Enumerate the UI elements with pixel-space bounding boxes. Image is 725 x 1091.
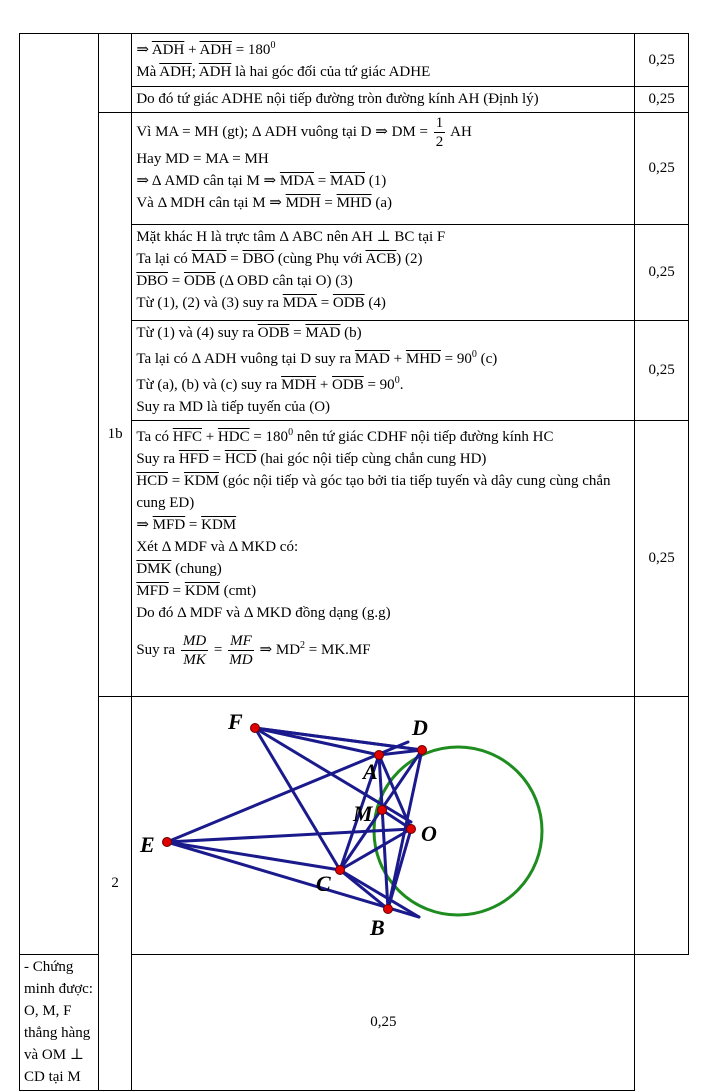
- angle: $\overline{HDC}$: [217, 429, 250, 445]
- angle: $\overline{ODB}$: [183, 273, 216, 289]
- text: ⇒: [136, 42, 152, 58]
- text: =: [185, 517, 202, 533]
- text: = MK.MF: [305, 642, 371, 658]
- angle: $\overline{MFD}$: [136, 583, 169, 599]
- solution-table: [19, 33, 689, 1091]
- text: = 90: [440, 351, 472, 367]
- text: Mặt khác H là trực tâm Δ ABC nên AH ⊥ BC tại F: [136, 229, 446, 245]
- row-4-content: [132, 225, 635, 321]
- geometry-figure: [132, 697, 634, 947]
- line-tangent-b: [340, 870, 419, 917]
- text: = 180: [231, 42, 271, 58]
- angle: $\overline{DBO}$: [242, 251, 275, 267]
- angle: $\overline{ODB}$: [257, 325, 290, 341]
- angle: $\overline{ADH}$: [199, 42, 232, 58]
- point-c: [336, 866, 345, 875]
- label-c: C: [316, 871, 332, 896]
- angle: $\overline{KDM}$: [184, 583, 220, 599]
- text: =: [210, 642, 227, 658]
- text: ⇒ Δ AMD cân tại M ⇒: [136, 173, 280, 189]
- label-o: O: [421, 821, 438, 846]
- text: +: [201, 429, 218, 445]
- degree: 0: [471, 349, 477, 360]
- text: ⇒: [136, 517, 153, 533]
- line-ec: [167, 842, 340, 870]
- score-cell: 0,25: [132, 955, 635, 1091]
- text: =: [289, 325, 306, 341]
- text: ;: [191, 64, 199, 80]
- text: Ta có: [136, 429, 173, 445]
- angle: $\overline{DMK}$: [136, 561, 172, 577]
- fraction: [181, 632, 208, 669]
- fraction: [434, 114, 446, 151]
- text: +: [316, 377, 333, 393]
- text: Suy ra: [136, 642, 179, 658]
- text: =: [168, 583, 185, 599]
- angle: $\overline{HFD}$: [178, 451, 209, 467]
- score-cell-empty: [635, 697, 689, 955]
- text: +: [389, 351, 406, 367]
- text: Từ (a), (b) và (c) suy ra: [136, 377, 282, 393]
- degree: 0: [394, 375, 400, 386]
- text: Suy ra: [136, 451, 179, 467]
- text: =: [316, 295, 333, 311]
- text: Ta lại có Δ ADH vuông tại D suy ra: [136, 351, 355, 367]
- text: (hai góc nội tiếp cùng chắn cung HD): [256, 451, 487, 467]
- label-a: A: [363, 759, 379, 784]
- part-label-1b: 1b: [98, 113, 131, 697]
- text: (c): [476, 351, 498, 367]
- text: (chung): [171, 561, 222, 577]
- text: Suy ra MD là tiếp tuyến của (O): [136, 399, 331, 415]
- score-cell: 0,25: [635, 87, 689, 113]
- label-m: M: [353, 801, 373, 826]
- figure-cell: [132, 697, 635, 955]
- angle: $\overline{MDA}$: [282, 295, 317, 311]
- degree: 0: [288, 427, 294, 438]
- text: (a): [371, 195, 393, 211]
- text: +: [184, 42, 200, 58]
- angle: $\overline{ACB}$: [365, 251, 397, 267]
- text: Hay MD = MA = MH: [136, 151, 269, 167]
- line-ed: [167, 742, 408, 842]
- angle: $\overline{MHD}$: [336, 195, 372, 211]
- point-o: [407, 825, 416, 834]
- text: =: [208, 451, 225, 467]
- angle: $\overline{MAD}$: [354, 351, 390, 367]
- score-cell: 0,25: [635, 113, 689, 225]
- text: Xét Δ MDF và Δ MKD có:: [136, 539, 299, 555]
- text: (góc nội tiếp và góc tạo bởi tia tiếp tuyến và dây cung cùng chắn cung ED): [136, 473, 611, 511]
- fraction: [228, 632, 254, 669]
- angle: $\overline{MFD}$: [152, 517, 186, 533]
- text: là hai góc đối của tứ giác ADHE: [231, 64, 431, 80]
- label-d: D: [412, 715, 429, 740]
- text: =: [168, 473, 184, 489]
- text: Mà: [136, 64, 160, 80]
- text: =: [314, 173, 331, 189]
- angle: $\overline{HCD}$: [224, 451, 257, 467]
- text: =: [320, 195, 337, 211]
- text: AH: [447, 123, 472, 140]
- numerator: 1: [435, 115, 444, 131]
- angle: $\overline{ODB}$: [332, 377, 364, 393]
- label-b: B: [370, 915, 386, 940]
- numerator: MF: [230, 633, 252, 650]
- angle: $\overline{HFC}$: [172, 429, 202, 445]
- text: =: [226, 251, 243, 267]
- text: Và Δ MDH cân tại M ⇒: [136, 195, 286, 211]
- text: Do đó Δ MDF và Δ MKD đồng dạng (g.g): [136, 605, 391, 621]
- denominator: MK: [183, 652, 206, 669]
- text: (b): [340, 325, 362, 341]
- numerator: MD: [182, 633, 207, 650]
- score-cell: 0,25: [635, 225, 689, 321]
- text: (4): [364, 295, 386, 311]
- angle: $\overline{HCD}$: [136, 473, 168, 489]
- text: nên tứ giác CDHF nội tiếp đường kính HC: [293, 429, 554, 445]
- text: (Δ OBD cân tại O) (3): [215, 273, 353, 289]
- text: Ta lại có: [136, 251, 192, 267]
- angle: $\overline{MHD}$: [405, 351, 441, 367]
- empty-column: [20, 34, 99, 955]
- angle: $\overline{MDA}$: [279, 173, 315, 189]
- row-3-content: [132, 113, 635, 225]
- exponent: 2: [300, 640, 306, 651]
- text: = 180: [249, 429, 289, 445]
- row-2-content: Do đó tứ giác ADHE nội tiếp đường tròn đường kính AH (Định lý): [132, 87, 635, 113]
- row-7-content: - Chứng minh được: O, M, F thẳng hàng và OM ⊥ CD tại M: [20, 955, 99, 1091]
- text: .: [399, 377, 404, 393]
- text: Từ (1), (2) và (3) suy ra: [136, 295, 283, 311]
- geometry-diagram: [132, 697, 629, 953]
- text: ⇒ MD: [255, 642, 301, 658]
- part-cell-empty: [98, 34, 131, 113]
- angle: $\overline{KDM}$: [183, 473, 219, 489]
- angle: $\overline{MAD}$: [191, 251, 227, 267]
- angle: $\overline{MAD}$: [305, 325, 341, 341]
- denominator: 2: [435, 134, 444, 150]
- point-e: [163, 838, 172, 847]
- text: (cùng Phụ với: [274, 251, 366, 267]
- row-6-content: [132, 421, 635, 697]
- angle: $\overline{KDM}$: [201, 517, 237, 533]
- point-f: [251, 724, 260, 733]
- point-d: [418, 746, 427, 755]
- text: ) (2): [396, 251, 423, 267]
- angle: $\overline{DBO}$: [136, 273, 168, 289]
- score-cell: 0,25: [635, 34, 689, 87]
- text: =: [168, 273, 184, 289]
- text: = 90: [363, 377, 395, 393]
- angle: $\overline{MDH}$: [281, 377, 317, 393]
- angle: $\overline{ADH}$: [198, 64, 232, 80]
- point-b: [384, 905, 393, 914]
- angle: $\overline{MAD}$: [330, 173, 366, 189]
- label-e: E: [140, 832, 156, 857]
- row-5-content: [132, 321, 635, 421]
- row-1-content: [132, 34, 635, 87]
- score-cell: 0,25: [635, 421, 689, 697]
- part-label-2: 2: [98, 697, 131, 1091]
- line-eb: [167, 842, 419, 917]
- text: Từ (1) và (4) suy ra: [136, 325, 258, 341]
- angle: $\overline{MDH}$: [285, 195, 321, 211]
- text: (cmt): [219, 583, 257, 599]
- label-f: F: [228, 709, 244, 734]
- angle: $\overline{ADH}$: [159, 64, 192, 80]
- angle: $\overline{ODB}$: [332, 295, 365, 311]
- degree: 0: [270, 40, 276, 51]
- angle: $\overline{ADH}$: [151, 42, 185, 58]
- text: Vì MA = MH (gt); Δ ADH vuông tại D ⇒ DM =: [136, 123, 432, 140]
- point-m: [378, 806, 387, 815]
- text: (1): [365, 173, 387, 189]
- score-cell: 0,25: [635, 321, 689, 421]
- denominator: MD: [229, 652, 253, 669]
